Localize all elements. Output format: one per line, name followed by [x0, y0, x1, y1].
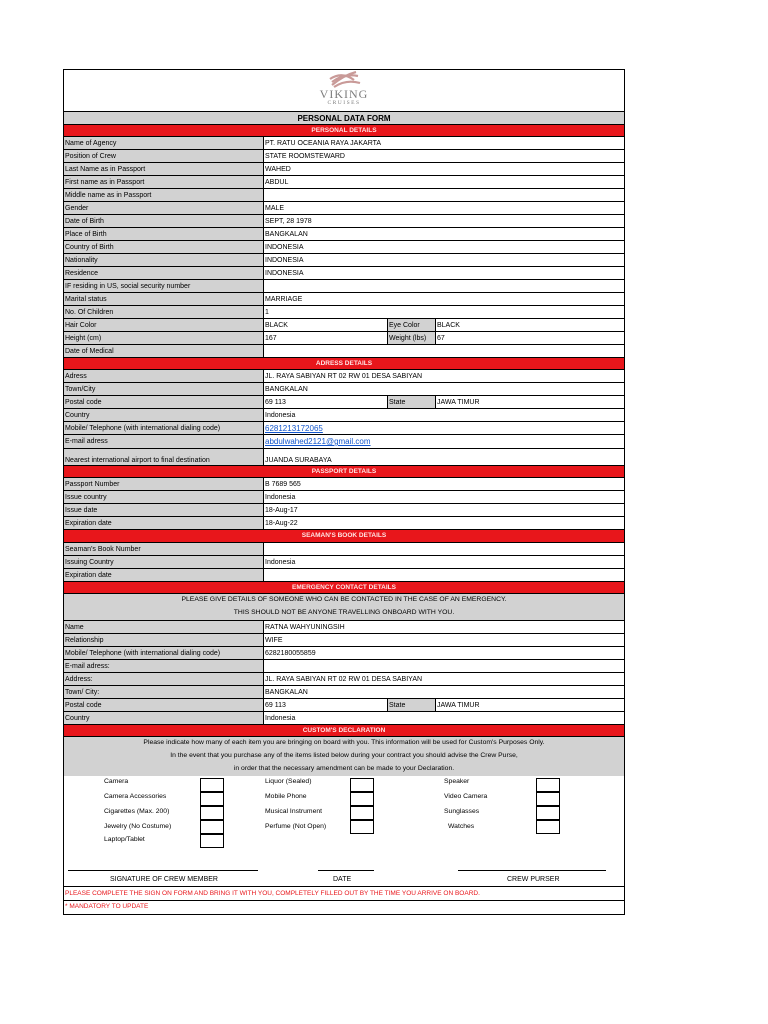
field-dob[interactable]: SEPT, 28 1978 [264, 215, 624, 227]
field-ssn[interactable] [264, 280, 624, 292]
email-link[interactable]: abdulwahed2121@gmail.com [265, 437, 371, 446]
label-passport-issue: Issue date [64, 504, 264, 516]
field-position[interactable]: STATE ROOMSTEWARD [264, 150, 624, 162]
field-airport[interactable]: JUANDA SURABAYA [264, 449, 624, 465]
signature-date-label: DATE [333, 876, 352, 883]
label-nationality: Nationality [64, 254, 264, 266]
row-dob [64, 215, 624, 228]
field-hair[interactable]: BLACK [264, 319, 388, 331]
field-em-country[interactable]: Indonesia [264, 712, 624, 724]
customs-item-liquor: Liquor (Sealed) [265, 778, 312, 785]
field-seaman-exp[interactable] [264, 569, 624, 581]
row-ssn [64, 280, 624, 293]
customs-item-sunglasses: Sunglasses [444, 808, 480, 815]
field-em-state[interactable]: JAWA TIMUR [436, 699, 624, 711]
qty-mobile-phone[interactable] [350, 792, 374, 806]
emergency-note-1: PLEASE GIVE DETAILS OF SOMEONE WHO CAN BE CONTACTED IN THE CASE OF AN EMERGENCY. [64, 594, 624, 607]
qty-musical-instrument[interactable] [350, 806, 374, 820]
field-last-name[interactable]: WAHED [264, 163, 624, 175]
row-em-email [64, 660, 624, 673]
field-passport-number[interactable]: B 7689 565 [264, 478, 624, 490]
qty-speaker[interactable] [536, 778, 560, 792]
customs-item-musical-instrument: Musical Instrument [265, 808, 323, 815]
customs-item-speaker: Speaker [444, 778, 470, 785]
section-customs-declaration: CUSTOM'S DECLARATION [64, 725, 624, 737]
label-gender: Gender [64, 202, 264, 214]
label-em-phone: Mobile/ Telephone (with international dialing code) [64, 647, 264, 659]
row-em-name [64, 621, 624, 634]
field-height[interactable]: 167 [264, 332, 388, 344]
label-ssn: IF residing in US, social security number [64, 280, 264, 292]
row-em-adress [64, 673, 624, 686]
emergency-note-2: THIS SHOULD NOT BE ANYONE TRAVELLING ONBOARD WITH YOU. [64, 607, 624, 621]
customs-item-watches: Watches [448, 823, 475, 830]
qty-cigarettes[interactable] [200, 806, 224, 820]
row-country [64, 409, 624, 422]
label-marital: Marital status [64, 293, 264, 305]
field-pob[interactable]: BANGKALAN [264, 228, 624, 240]
row-children [64, 306, 624, 319]
label-em-adress: Address: [64, 673, 264, 685]
field-postal[interactable]: 69 113 [264, 396, 388, 408]
customs-item-mobile-phone: Mobile Phone [265, 793, 307, 800]
row-residence [64, 267, 624, 280]
label-em-relationship: Relationship [64, 634, 264, 646]
row-airport [64, 449, 624, 466]
complete-form-note: PLEASE COMPLETE THE SIGN ON FORM AND BRING IT WITH YOU, COMPLETELY FILLED OUT BY THE TIME YOU ARRIVE ON BOARD. [64, 886, 624, 901]
label-seaman-number: Seaman's Book Number [64, 543, 264, 555]
label-hair: Hair Color [64, 319, 264, 331]
label-medical: Date of Medical [64, 345, 264, 357]
label-email: E-mail adress [64, 435, 264, 448]
field-marital[interactable]: MARRIAGE [264, 293, 624, 305]
label-weight: Weight (lbs) [388, 332, 436, 344]
row-first-name [64, 176, 624, 189]
qty-camera[interactable] [200, 778, 224, 792]
row-passport-exp [64, 517, 624, 530]
label-agency: Name of Agency [64, 137, 264, 149]
row-last-name [64, 163, 624, 176]
field-passport-country[interactable]: Indonesia [264, 491, 624, 503]
label-first-name: First name as in Passport [64, 176, 264, 188]
signature-crew-label: SIGNATURE OF CREW MEMBER [110, 876, 218, 883]
customs-item-cigarettes: Cigarettes (Max. 200) [104, 808, 170, 815]
customs-item-jewelry: Jewelry (No Costume) [104, 823, 172, 830]
viking-logo [64, 70, 624, 110]
row-em-relationship [64, 634, 624, 647]
customs-item-perfume: Perfume (Not Open) [265, 823, 327, 830]
customs-item-camera-accessories: Camera Accessories [104, 793, 167, 800]
field-email[interactable] [264, 435, 624, 448]
label-position: Position of Crew [64, 150, 264, 162]
row-adress [64, 370, 624, 383]
row-postal-state [64, 396, 624, 409]
field-nationality[interactable]: INDONESIA [264, 254, 624, 266]
label-town: Town/City [64, 383, 264, 395]
section-address-details: ADRESS DETAILS [64, 358, 624, 370]
field-em-postal[interactable]: 69 113 [264, 699, 388, 711]
row-marital [64, 293, 624, 306]
personal-data-form [63, 69, 625, 915]
field-first-name[interactable]: ABDUL [264, 176, 624, 188]
field-passport-exp[interactable]: 18-Aug-22 [264, 517, 624, 529]
customs-note-3: in order that the necessary amendment can be made to your Declaration. [64, 763, 624, 776]
label-airport: Nearest international airport to final destination [64, 449, 264, 465]
label-passport-exp: Expiration date [64, 517, 264, 529]
field-town[interactable]: BANGKALAN [264, 383, 624, 395]
label-last-name: Last Name as in Passport [64, 163, 264, 175]
row-em-postal-state [64, 699, 624, 712]
row-pob [64, 228, 624, 241]
logo-brand: VIKING [319, 87, 369, 101]
field-em-email[interactable] [264, 660, 624, 672]
customs-item-video-camera: Video Camera [444, 793, 488, 800]
field-em-name[interactable]: RATNA WAHYUNINGSIH [264, 621, 624, 633]
row-phone [64, 422, 624, 435]
label-country: Country [64, 409, 264, 421]
logo-sub: CRUISES [327, 100, 361, 106]
label-eye: Eye Color [388, 319, 436, 331]
field-medical[interactable] [264, 345, 624, 357]
field-em-adress[interactable]: JL. RAYA SABIYAN RT 02 RW 01 DESA SABIYAN [264, 673, 624, 685]
field-adress[interactable]: JL. RAYA SABIYAN RT 02 RW 01 DESA SABIYAN [264, 370, 624, 382]
label-pob: Place of Birth [64, 228, 264, 240]
label-seaman-country: Issuing Country [64, 556, 264, 568]
label-phone: Mobile/ Telephone (with international dialing code) [64, 422, 264, 434]
signature-line-date[interactable] [318, 870, 374, 871]
field-passport-issue[interactable]: 18-Aug-17 [264, 504, 624, 516]
customs-items [64, 776, 624, 850]
label-middle-name: Middle name as in Passport [64, 189, 264, 201]
field-children[interactable]: 1 [264, 306, 624, 318]
row-nationality [64, 254, 624, 267]
label-postal: Postal code [64, 396, 264, 408]
row-agency [64, 137, 624, 150]
qty-liquor[interactable] [350, 778, 374, 792]
row-seaman-exp [64, 569, 624, 582]
row-town [64, 383, 624, 396]
field-em-relationship[interactable]: WIFE [264, 634, 624, 646]
field-residence[interactable]: INDONESIA [264, 267, 624, 279]
row-em-phone [64, 647, 624, 660]
label-em-email: E-mail adress: [64, 660, 264, 672]
row-hair-eye [64, 319, 624, 332]
label-em-postal: Postal code [64, 699, 264, 711]
row-em-country [64, 712, 624, 725]
field-middle-name[interactable] [264, 189, 624, 201]
label-passport-country: Issue country [64, 491, 264, 503]
row-middle-name [64, 189, 624, 202]
label-cob: Country of Birth [64, 241, 264, 253]
field-state[interactable]: JAWA TIMUR [436, 396, 624, 408]
label-em-country: Country [64, 712, 264, 724]
label-state: State [388, 396, 436, 408]
section-personal-details: PERSONAL DETAILS [64, 125, 624, 137]
label-em-name: Name [64, 621, 264, 633]
field-em-town[interactable]: BANGKALAN [264, 686, 624, 698]
label-seaman-exp: Expiration date [64, 569, 264, 581]
section-emergency-details: EMERGENCY CONTACT DETAILS [64, 582, 624, 594]
row-height-weight [64, 332, 624, 345]
row-email [64, 435, 624, 449]
row-em-town [64, 686, 624, 699]
qty-laptop[interactable] [200, 834, 224, 848]
signature-line-purser[interactable] [458, 870, 606, 871]
field-phone[interactable] [264, 422, 624, 434]
mandatory-note: * MANDATORY TO UPDATE [65, 903, 149, 910]
label-em-town: Town/ City: [64, 686, 264, 698]
row-cob [64, 241, 624, 254]
field-agency[interactable]: PT. RATU OCEANIA RAYA JAKARTA [264, 137, 624, 149]
label-children: No. Of Children [64, 306, 264, 318]
row-passport-issue [64, 504, 624, 517]
field-cob[interactable]: INDONESIA [264, 241, 624, 253]
row-seaman-country [64, 556, 624, 569]
qty-sunglasses[interactable] [536, 806, 560, 820]
signature-purser-label: CREW PURSER [507, 876, 560, 883]
customs-item-laptop: Laptop/Tablet [104, 836, 145, 843]
label-residence: Residence [64, 267, 264, 279]
row-passport-country [64, 491, 624, 504]
form-title: PERSONAL DATA FORM [64, 111, 624, 125]
qty-perfume[interactable] [350, 820, 374, 834]
field-weight[interactable]: 67 [436, 332, 624, 344]
section-seaman-details: SEAMAN'S BOOK DETAILS [64, 530, 624, 543]
qty-camera-accessories[interactable] [200, 792, 224, 806]
field-seaman-country[interactable]: Indonesia [264, 556, 624, 568]
qty-video-camera[interactable] [536, 792, 560, 806]
section-passport-details: PASSPORT DETAILS [64, 466, 624, 478]
signature-line-crew[interactable] [68, 870, 258, 871]
label-em-state: State [388, 699, 436, 711]
phone-link[interactable]: 6281213172065 [265, 423, 323, 433]
qty-watches[interactable] [536, 820, 560, 834]
label-passport-number: Passport Number [64, 478, 264, 490]
row-medical [64, 345, 624, 358]
label-adress: Adress [64, 370, 264, 382]
field-gender[interactable]: MALE [264, 202, 624, 214]
field-seaman-number[interactable] [264, 543, 624, 555]
customs-item-camera: Camera [104, 778, 129, 785]
label-height: Height (cm) [64, 332, 264, 344]
field-eye[interactable]: BLACK [436, 319, 624, 331]
field-em-phone[interactable]: 6282180055859 [264, 647, 624, 659]
field-country[interactable]: Indonesia [264, 409, 624, 421]
label-dob: Date of Birth [64, 215, 264, 227]
row-position [64, 150, 624, 163]
customs-note-1: Please indicate how many of each item you are bringing on board with you. This information will be used for Custom's Purposes Only. [64, 737, 624, 750]
row-seaman-number [64, 543, 624, 556]
row-passport-number [64, 478, 624, 491]
row-gender [64, 202, 624, 215]
customs-note-2: In the event that you purchase any of the items listed below during your contract you should advise the Crew Purse, [64, 750, 624, 763]
qty-jewelry[interactable] [200, 820, 224, 834]
